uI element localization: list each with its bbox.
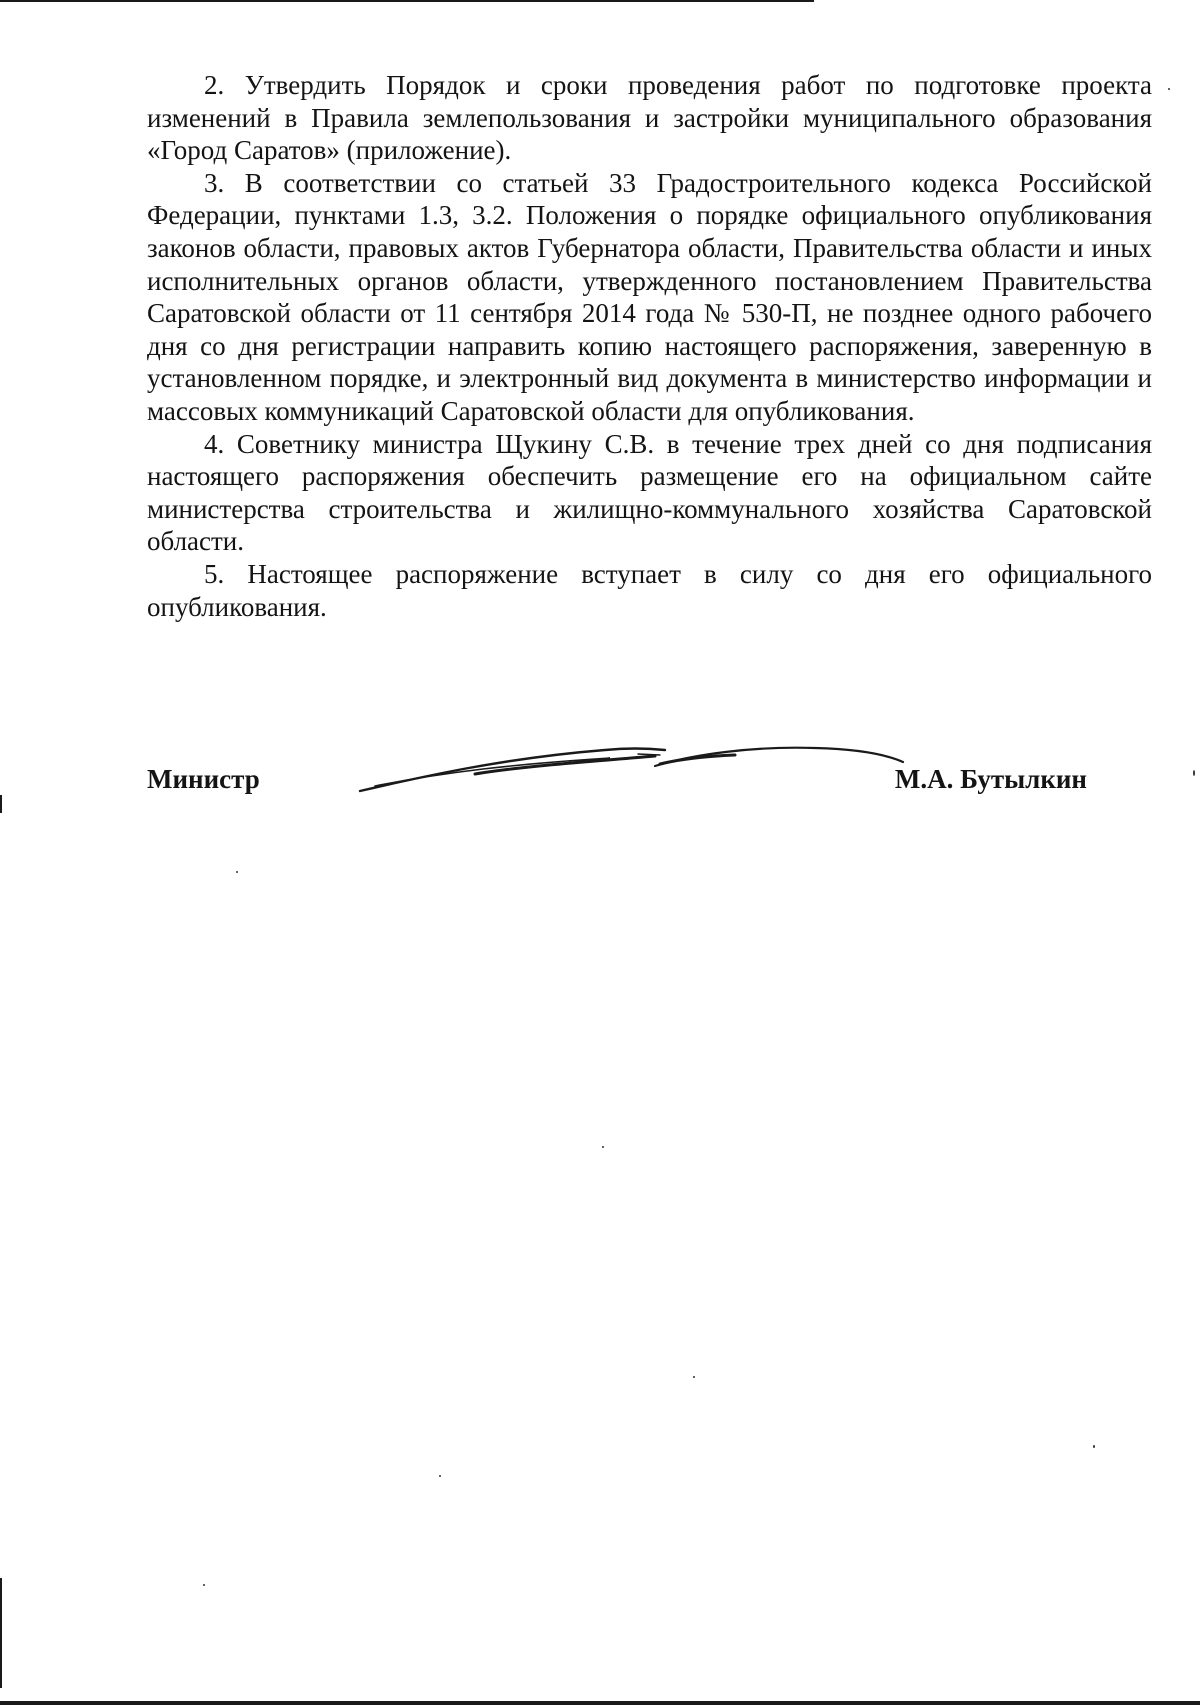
scan-speck (236, 871, 238, 873)
signatory-role: Министр (147, 764, 260, 794)
signatory-name: М.А. Бутылкин (894, 764, 1087, 794)
paragraph-4: 4. Советнику министра Щукину С.В. в течение трех дней со дня подписания настоящего распоряжения обеспечить размещение его на официальном сайте министерства строительства и жилищно-коммунального хозяйства Саратовской области. (147, 428, 1152, 557)
paragraph-3: 3. В соответствии со статьей 33 Градостроительного кодекса Российской Федерации, пунктами 1.3, 3.2. Положения о порядке официального опубликования законов области, правовых актов Губернатора области, Правительства области и иных исполнительных органов области, утвержденного постановлением Правительства Саратовской области от 11 сентября 2014 года № 530-П, не позднее одного рабочего дня со дня регистрации направить копию настоящего распоряжения, заверенную в установленном порядке, и электронный вид документа в министерство информации и массовых коммуникаций Саратовской области для опубликования. (147, 167, 1152, 426)
paragraph-2: 2. Утвердить Порядок и сроки проведения работ по подготовке проекта изменений в Правила землепользования и застройки муниципального образования «Город Саратов» (приложение). (147, 70, 1152, 166)
document-body (147, 69, 1152, 623)
scan-speck (439, 1475, 441, 1477)
scan-speck (1168, 88, 1170, 90)
scan-speck (602, 1146, 604, 1148)
scan-edge-bottom (0, 1701, 1200, 1705)
paragraph-5: 5. Настоящее распоряжение вступает в силу со дня его официального опубликования. (147, 558, 1152, 622)
scan-speck (693, 1376, 695, 1378)
signature-block (147, 752, 1087, 812)
scan-speck (1093, 1445, 1095, 1448)
scan-speck (1193, 770, 1195, 776)
scan-edge-left-mark (0, 795, 2, 813)
scan-edge-top (0, 0, 814, 2)
scan-edge-left-mark (0, 1578, 2, 1688)
scan-speck (203, 1584, 205, 1586)
